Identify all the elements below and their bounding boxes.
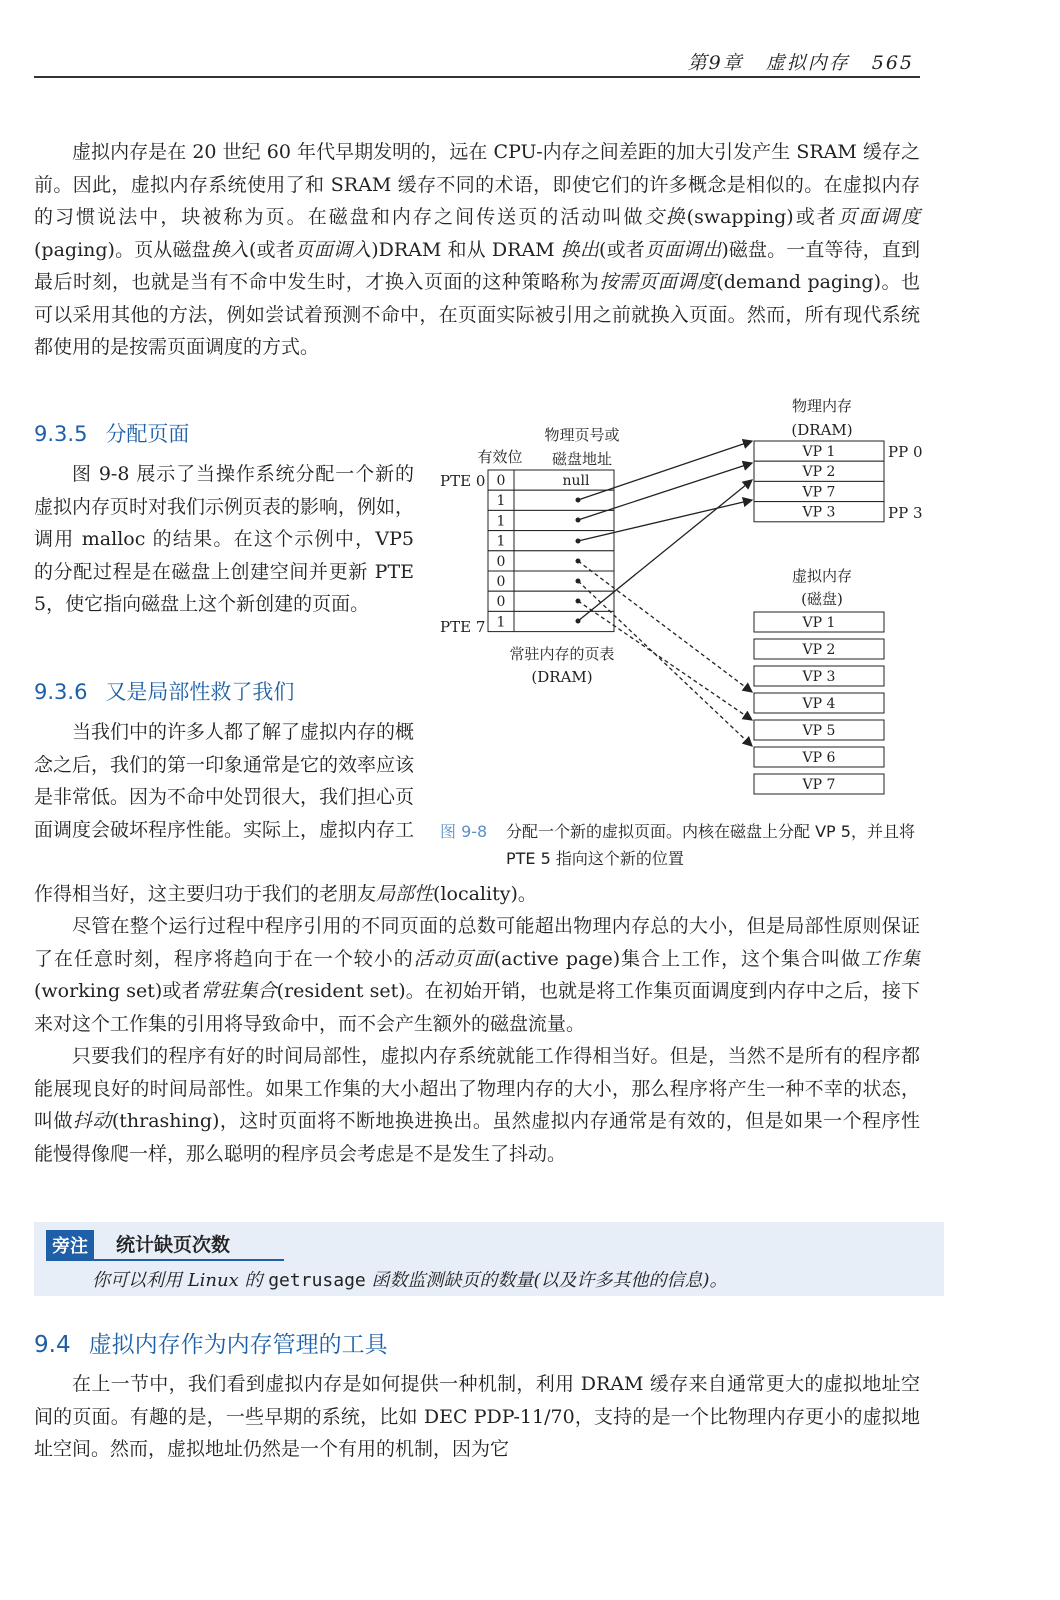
virtual-memory bbox=[754, 612, 884, 794]
page-table-label-1: 常驻内存的页表 bbox=[509, 645, 615, 663]
section-heading-936: 9.3.6 又是局部性救了我们 bbox=[34, 680, 295, 704]
virtual-page-label: VP 1 bbox=[802, 615, 836, 631]
section-936-body: 当我们中的许多人都了解了虚拟内存的概念之后，我们的第一印象通常是它的效率应该是非常低。因为不命中处罚很大，我们担心页面调度会破坏程序性能。实际上，虚拟内存工 bbox=[34, 721, 415, 841]
header-title: 虚拟内存 bbox=[765, 52, 850, 74]
pte-null-label: null bbox=[562, 473, 590, 489]
aside-title: 统计缺页次数 bbox=[116, 1234, 231, 1256]
pte-address-cell bbox=[514, 531, 614, 551]
pp0-label: PP 0 bbox=[888, 443, 923, 461]
figure-caption-text: 分配一个新的虚拟页面。内核在磁盘上分配 VP 5，并且将 PTE 5 指向这个新的位置 bbox=[506, 822, 915, 868]
physical-page-label: VP 7 bbox=[802, 484, 836, 501]
vm-label-1: 虚拟内存 bbox=[791, 567, 853, 585]
figure-number: 图 9-8 bbox=[440, 822, 488, 841]
aside-text: 你可以利用 Linux 的 getrusage 函数监测缺页的数量(以及许多其他的信息)。 bbox=[92, 1270, 728, 1291]
header-chapter: 第9章 bbox=[687, 52, 744, 74]
pte-valid-bit: 0 bbox=[496, 473, 506, 489]
pte7-label: PTE 7 bbox=[440, 618, 486, 636]
pte-valid-bit: 1 bbox=[496, 533, 506, 550]
page-number: 565 bbox=[871, 52, 914, 74]
virtual-page-label: VP 5 bbox=[802, 723, 836, 739]
pte-valid-bit: 0 bbox=[496, 594, 506, 611]
aside-tag: 旁注 bbox=[46, 1230, 94, 1260]
valid-label: 有效位 bbox=[477, 448, 523, 466]
page-table-label-2: (DRAM) bbox=[531, 668, 593, 686]
virtual-page-label: VP 3 bbox=[802, 669, 836, 685]
section-heading-94: 9.4 虚拟内存作为内存管理的工具 bbox=[34, 1332, 388, 1358]
vm-label-2: (磁盘) bbox=[801, 590, 843, 608]
locality-paragraph: 尽管在整个运行过程中程序引用的不同页面的总数可能超出物理内存总的大小，但是局部性原则保证了在任意时刻，程序将趋向于在一个较小的活动页面(active page)集合上工作，这个集合叫做工作集(working set)或者常驻集合(resident set)。在初始开销，也就是将工作集页面调度到内存中之后，接下来对这个工作集的引用将导致命中，而不会产生额外的磁盘流量。 bbox=[34, 915, 920, 1035]
thrashing-paragraph: 只要我们的程序有好的时间局部性，虚拟内存系统就能工作得相当好。但是，当然不是所有的程序都能展现良好的时间局部性。如果工作集的大小超出了物理内存的大小，那么程序将产生一种不幸的状态，叫做抖动(thrashing)，这时页面将不断地换进换出。虽然虚拟内存通常是有效的，但是如果一个程序性能慢得像爬一样，那么聪明的程序员会考虑是不是发生了抖动。 bbox=[34, 1045, 920, 1165]
pte-valid-bit: 1 bbox=[496, 513, 506, 530]
intro-paragraph: 虚拟内存是在 20 世纪 60 年代早期发明的，远在 CPU-内存之间差距的加大引发产生 SRAM 缓存之前。因此，虚拟内存系统使用了和 SRAM 缓存不同的术语，即使它们的许多概念是相似的。在虚拟内存的习惯说法中，块被称为页。在磁盘和内存之间传送页的活动叫做交换(swapping)或者页面调度(paging)。页从磁盘换入(或者页面调入)DRAM 和从 DRAM 换出(或者页面调出)磁盘。一直等待，直到最后时刻，也就是当有不命中发生时，才换入页面的这种策略称为按需页面调度(demand paging)。也可以采用其他的方法，例如尝试着预测不命中，在页面实际被引用之前就换入页面。然而，所有现代系统都使用的是按需页面调度的方式。 bbox=[34, 141, 920, 358]
ppn-label-2: 磁盘地址 bbox=[551, 450, 613, 468]
physical-page-label: VP 2 bbox=[802, 464, 836, 481]
arrow-pte5-vp5 bbox=[578, 581, 752, 746]
pte0-label: PTE 0 bbox=[440, 472, 486, 490]
ppn-label-1: 物理页号或 bbox=[544, 426, 620, 444]
pte-valid-bit: 1 bbox=[496, 493, 506, 510]
aside-box bbox=[34, 1222, 944, 1296]
pm-label-2: (DRAM) bbox=[791, 421, 853, 439]
virtual-page-label: VP 4 bbox=[802, 696, 836, 712]
section-94-body: 在上一节中，我们看到虚拟内存是如何提供一种机制，利用 DRAM 缓存来自通常更大的虚拟地址空间的页面。有趣的是，一些早期的系统，比如 DEC PDP-11/70，支持的是一个比物理内存更小的虚拟地址空间。然而，虚拟地址仍然是一个有用的机制，因为它 bbox=[34, 1373, 920, 1460]
virtual-page-label: VP 7 bbox=[802, 777, 836, 793]
pm-label-1: 物理内存 bbox=[791, 397, 853, 415]
pte-valid-bit: 1 bbox=[496, 614, 506, 631]
physical-memory bbox=[754, 441, 884, 522]
pte-address-cell bbox=[514, 611, 614, 631]
virtual-page-label: VP 2 bbox=[802, 642, 836, 658]
pte-valid-bit: 0 bbox=[496, 553, 506, 570]
section-936-body-cont: 作得相当好，这主要归功于我们的老朋友局部性(locality)。 bbox=[34, 883, 537, 905]
pte-address-cell bbox=[514, 571, 614, 591]
aside-rule bbox=[46, 1259, 284, 1261]
pp3-label: PP 3 bbox=[888, 504, 923, 522]
pte-address-cell bbox=[514, 551, 614, 571]
virtual-page-label: VP 6 bbox=[802, 750, 836, 766]
section-heading-935: 9.3.5 分配页面 bbox=[34, 422, 190, 446]
physical-page-label: VP 3 bbox=[802, 504, 836, 521]
physical-page-label: VP 1 bbox=[802, 444, 836, 460]
section-935-body: 图 9-8 展示了当操作系统分配一个新的虚拟内存页时对我们示例页表的影响，例如，调用 malloc 的结果。在这个示例中，VP5 的分配过程是在磁盘上创建空间并更新 PTE 5，使它指向磁盘上这个新创建的页面。 bbox=[34, 463, 415, 615]
pte-valid-bit: 0 bbox=[496, 574, 506, 590]
